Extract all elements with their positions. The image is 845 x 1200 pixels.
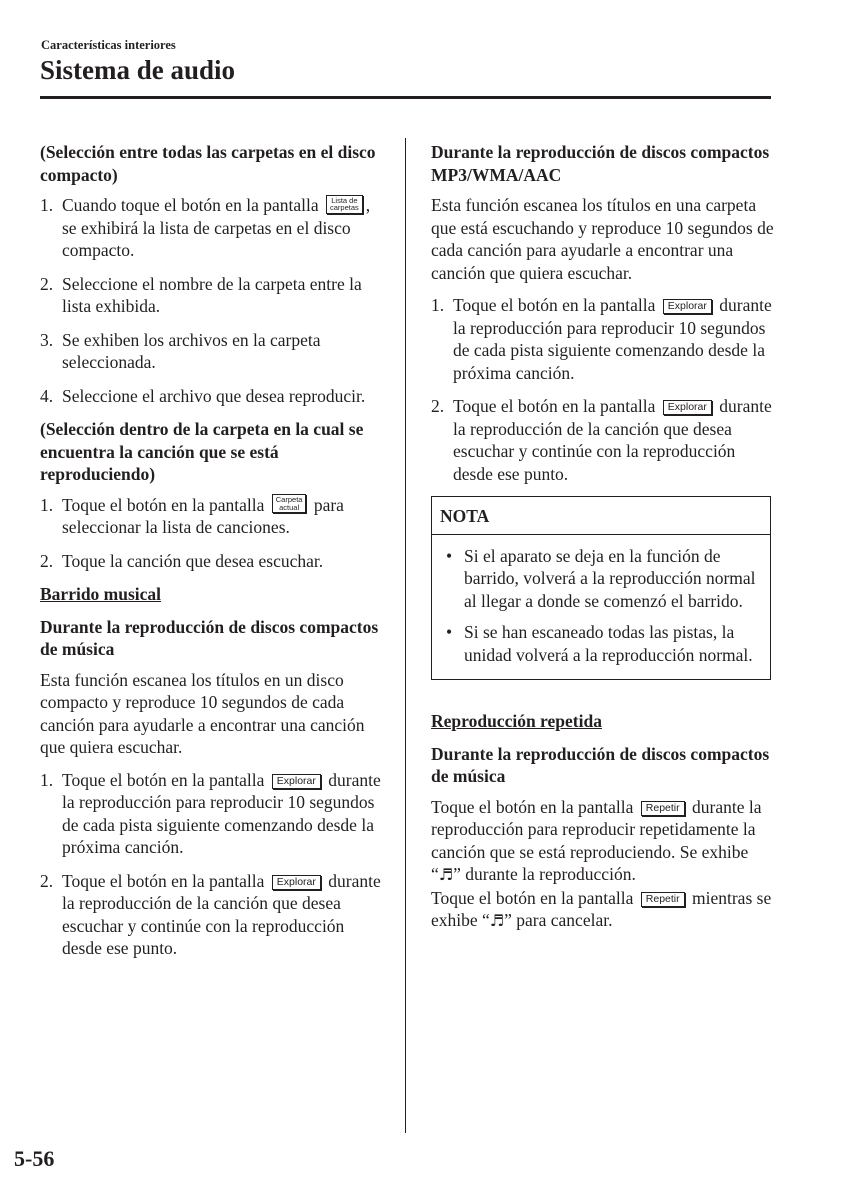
list-item bbox=[40, 385, 385, 408]
step-text: Toque el botón en la pantalla bbox=[62, 494, 265, 515]
step-text: Se exhiben los archivos en la carpeta seleccionada. bbox=[62, 329, 321, 372]
mp3-scan-heading: Durante la reproducción de discos compactos MP3/WMA/AAC bbox=[431, 142, 770, 185]
page-title: Sistema de audio bbox=[40, 55, 236, 85]
step-number: 2. bbox=[40, 273, 54, 294]
folder-select-current-heading: (Selección dentro de la carpeta en la cual se encuentra la canción que se está reproduciendo) bbox=[40, 419, 364, 484]
bullet-icon: • bbox=[446, 545, 453, 566]
step-number: 1. bbox=[40, 769, 54, 790]
step-text: Seleccione el nombre de la carpeta entre la lista exhibida. bbox=[62, 273, 362, 316]
music-cd-scan-steps bbox=[40, 769, 385, 960]
step-number: 1. bbox=[40, 195, 54, 215]
column-divider bbox=[405, 138, 406, 1133]
repeat-text: ” durante la reproducción. bbox=[453, 864, 636, 884]
step-text: Toque el botón en la pantalla bbox=[453, 295, 656, 315]
step-text: durante la reproducción para reproducir 10 segundos de cada pista siguiente comenzando desde la próxima canción. bbox=[62, 769, 381, 857]
step-text: Seleccione el archivo que desea reproducir. bbox=[62, 385, 366, 406]
note-text: Si se han escaneado todas las pistas, la unidad volverá a la reproducción normal. bbox=[464, 622, 753, 665]
bullet-icon: • bbox=[446, 622, 453, 642]
right-column bbox=[431, 141, 776, 933]
repeat-text: ” para cancelar. bbox=[504, 910, 613, 930]
scan-section-title: Barrido musical bbox=[40, 584, 162, 604]
note-box bbox=[431, 496, 771, 680]
step-number: 2. bbox=[40, 550, 54, 571]
repeat-text: Toque el botón en la pantalla bbox=[431, 796, 634, 817]
list-item bbox=[442, 545, 760, 613]
step-text: Toque el botón en la pantalla bbox=[62, 870, 265, 891]
list-item bbox=[40, 273, 385, 318]
title-rule bbox=[40, 96, 771, 99]
repeat-paragraph-2 bbox=[431, 887, 776, 933]
folder-select-all-steps bbox=[40, 194, 385, 407]
left-column bbox=[40, 141, 385, 971]
page-number: 5-56 bbox=[14, 1146, 55, 1171]
explore-button[interactable]: Explorar bbox=[272, 875, 321, 890]
repeat-text: mientras se exhibe “ bbox=[431, 887, 772, 930]
step-text: Cuando toque el botón en la pantalla bbox=[62, 195, 319, 215]
step-text: , se exhibirá la lista de carpetas en el disco compacto. bbox=[62, 195, 371, 260]
step-number: 1. bbox=[40, 494, 54, 515]
mp3-scan-description: Esta función escanea los títulos en una carpeta que está escuchando y reproduce 10 segundos de cada canción para ayudarle a encontrar una canción que quiera escuchar. bbox=[431, 195, 774, 283]
music-note-icon: ♬ bbox=[438, 865, 454, 884]
list-item bbox=[40, 769, 385, 859]
note-title: NOTA bbox=[432, 497, 770, 535]
section-label: Características interiores bbox=[41, 38, 176, 52]
scan-description: Esta función escanea los títulos en un disco compacto y reproduce 10 segundos de cada canción para ayudarle a encontrar una canción que quiera escuchar. bbox=[40, 669, 365, 757]
step-number: 3. bbox=[40, 329, 54, 350]
folder-list-button[interactable]: Lista de carpetas bbox=[326, 195, 363, 214]
list-item bbox=[40, 550, 385, 573]
list-item bbox=[431, 395, 776, 485]
step-text: durante la reproducción de la canción que desea escuchar y continúe con la reproducción desde ese punto. bbox=[62, 870, 381, 958]
step-text: para seleccionar la lista de canciones. bbox=[62, 494, 344, 537]
repeat-button[interactable]: Repetir bbox=[641, 801, 685, 816]
repeat-button[interactable]: Repetir bbox=[641, 892, 685, 907]
list-item bbox=[40, 870, 385, 960]
repeat-section-title: Reproducción repetida bbox=[431, 711, 602, 731]
list-item bbox=[40, 494, 385, 539]
step-text: durante la reproducción de la canción que desea escuchar y continúe con la reproducción desde ese punto. bbox=[453, 396, 772, 484]
step-text: durante la reproducción para reproducir 10 segundos de cada pista siguiente comenzando desde la próxima canción. bbox=[453, 295, 772, 383]
folder-select-all-heading: (Selección entre todas las carpetas en el disco compacto) bbox=[40, 142, 376, 185]
list-item bbox=[442, 621, 760, 666]
explore-button[interactable]: Explorar bbox=[272, 774, 321, 789]
note-text: Si el aparato se deja en la función de barrido, volverá a la reproducción normal al llegar a donde se comenzó el barrido. bbox=[464, 545, 756, 611]
repeat-text: durante la reproducción para reproducir repetidamente la canción que se está reproduciendo. Se exhibe “ bbox=[431, 796, 762, 884]
music-cd-scan-heading: Durante la reproducción de discos compactos de música bbox=[40, 616, 379, 659]
repeat-paragraph-1 bbox=[431, 796, 776, 887]
mp3-scan-steps bbox=[431, 294, 776, 485]
explore-button[interactable]: Explorar bbox=[663, 299, 712, 314]
list-item bbox=[40, 329, 385, 374]
step-text: Toque la canción que desea escuchar. bbox=[62, 550, 324, 571]
step-text: Toque el botón en la pantalla bbox=[62, 769, 265, 790]
step-text: Toque el botón en la pantalla bbox=[453, 396, 656, 416]
step-number: 2. bbox=[40, 870, 54, 891]
music-cd-repeat-heading: Durante la reproducción de discos compactos de música bbox=[431, 743, 770, 786]
current-folder-button[interactable]: Carpeta actual bbox=[272, 494, 307, 513]
step-number: 1. bbox=[431, 295, 445, 315]
step-number: 4. bbox=[40, 385, 54, 406]
folder-select-current-steps bbox=[40, 494, 385, 573]
list-item bbox=[431, 294, 776, 384]
repeat-text: Toque el botón en la pantalla bbox=[431, 887, 634, 908]
list-item bbox=[40, 194, 385, 262]
music-note-icon: ♬ bbox=[489, 911, 505, 930]
step-number: 2. bbox=[431, 396, 445, 416]
note-body bbox=[432, 535, 770, 680]
explore-button[interactable]: Explorar bbox=[663, 400, 712, 415]
